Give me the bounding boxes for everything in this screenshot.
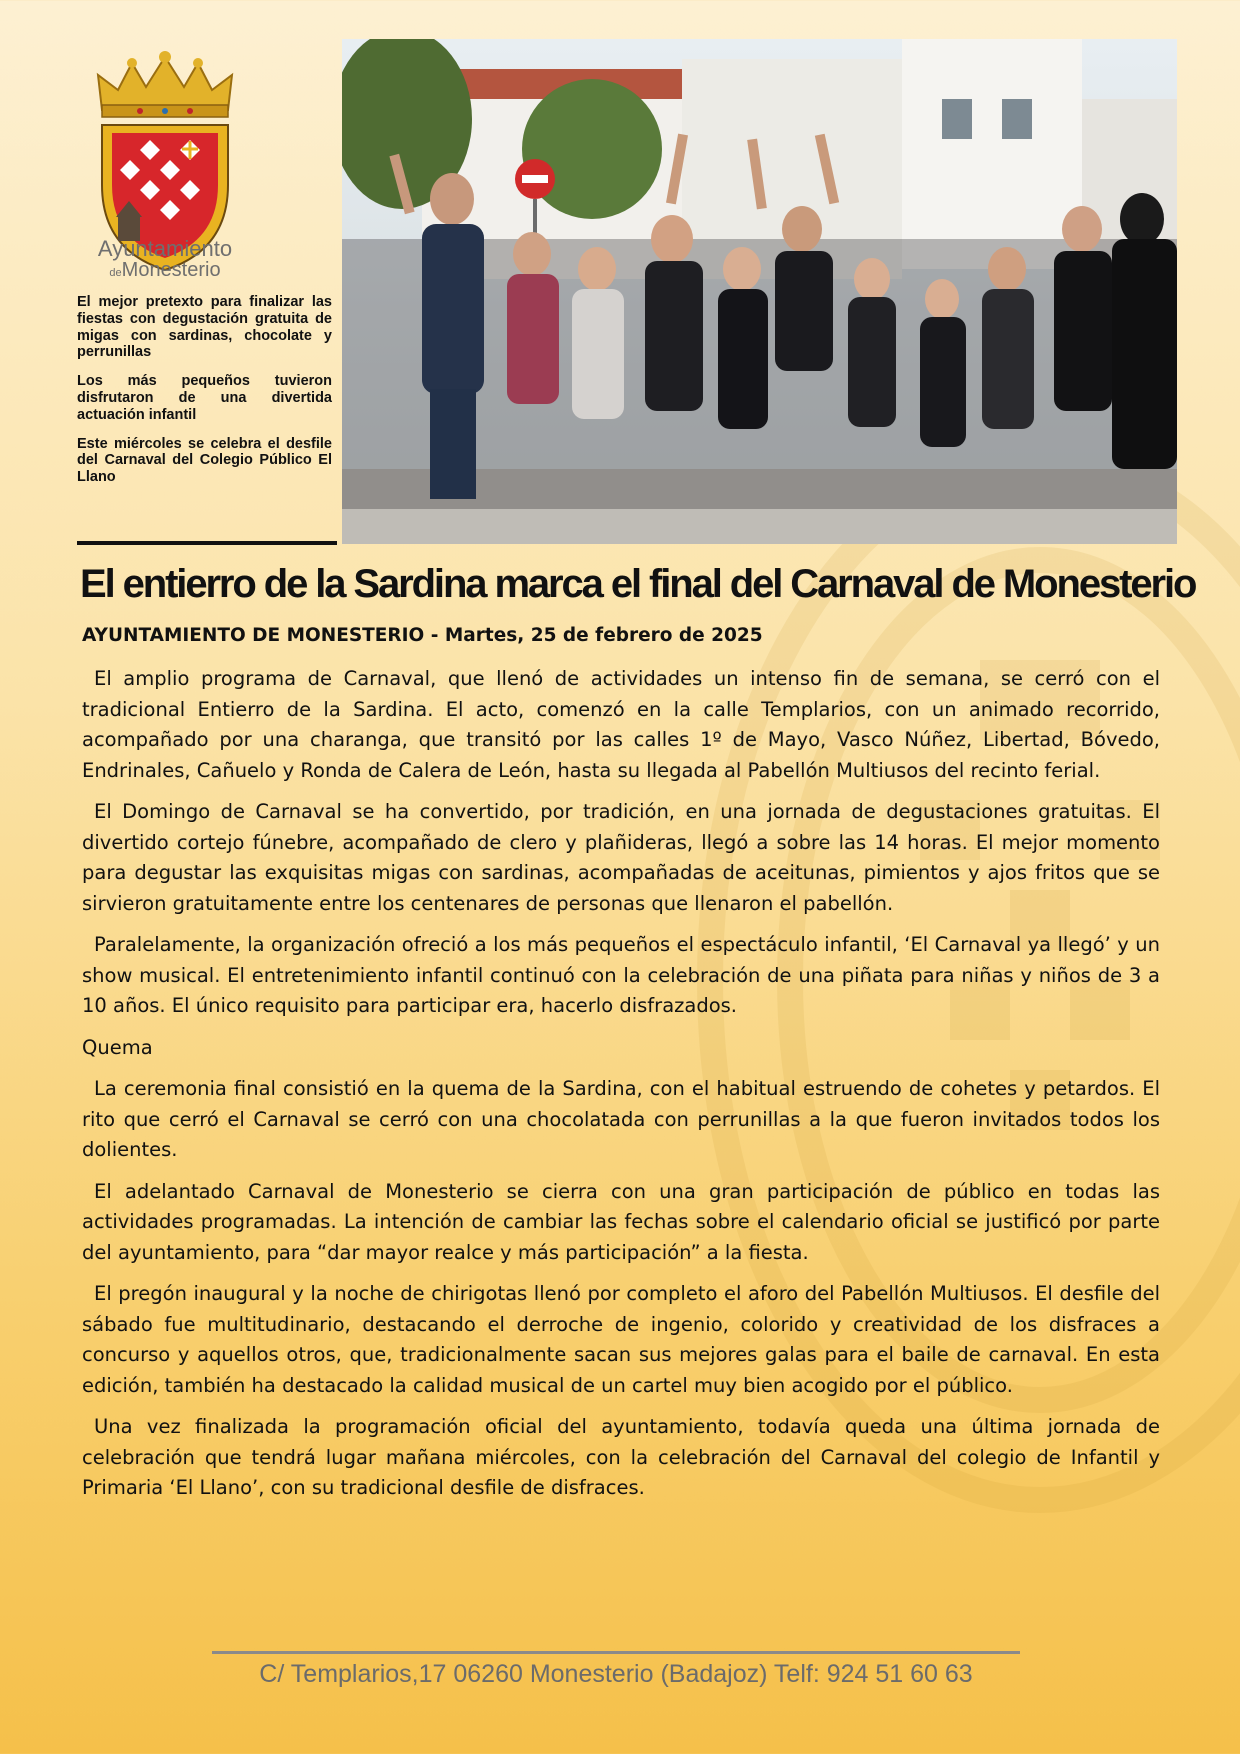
body-paragraph: Paralelamente, la organización ofreció a los más pequeños el espectáculo infantil, ‘El Carnaval ya llegó’ y un show musical. El entretenimiento infantil continuó con la celebración de una piñata para niñas y niños de 3 a 10 años. El único requisito para participar era, hacerlo disfrazados. (82, 933, 1160, 1017)
crown-icon (98, 51, 232, 117)
body-subheading: Quema (82, 1035, 153, 1059)
logo-text (80, 238, 250, 280)
article-headline: El entierro de la Sardina marca el final del Carnaval de Monesterio (80, 562, 1196, 606)
logo-line-2-prefix: de (109, 267, 122, 279)
body-paragraph: El amplio programa de Carnaval, que llenó de actividades un intenso fin de semana, se cerró con el tradicional Entierro de la Sardina. El acto, comenzó en la calle Templarios, con un animado recorrido, acompañado por una charanga, que transitó por las calles 1º de Mayo, Vasco Núñez, Libertad, Bóvedo, Endrinales, Cañuelo y Ronda de Calera de León, hasta su llegada al Pabellón Multiusos del recinto ferial. (82, 667, 1160, 782)
body-paragraph: Una vez finalizada la programación oficial del ayuntamiento, todavía queda una última jornada de celebración que tendrá lugar mañana miércoles, con la celebración del Carnaval del colegio de Infantil y Primaria ‘El Llano’, con su tradicional desfile de disfraces. (82, 1415, 1160, 1499)
article-body (82, 664, 1160, 1515)
logo-line-1: Ayuntamiento (97, 236, 233, 261)
logo-line-2 (80, 260, 250, 280)
logo-line-2-name: Monesterio (121, 259, 221, 281)
body-paragraph: El adelantado Carnaval de Monesterio se cierra con una gran participación de público en todas las actividades programadas. La intención de cambiar las fechas sobre el calendario oficial se justificó por parte del ayuntamiento, para “dar mayor realce y más participación” a la fiesta. (82, 1179, 1160, 1264)
highlight-item: Los más pequeños tuvieron disfrutaron de una divertida actuación infantil (77, 373, 332, 423)
footer-address: C/ Templarios,17 06260 Monesterio (Badajoz) Telf: 924 51 60 63 (259, 1660, 973, 1688)
highlights-divider (77, 541, 337, 545)
footer-divider (212, 1651, 1020, 1654)
body-paragraph: La ceremonia final consistió en la quema de la Sardina, con el habitual estruendo de cohetes y petardos. El rito que cerró el Carnaval se cerró con una chocolatada con perrunillas a la que fueron invitados todos los dolientes. (82, 1077, 1160, 1161)
body-paragraph: El pregón inaugural y la noche de chirigotas llenó por completo el aforo del Pabellón Multiusos. El desfile del sábado fue multitudinario, destacando el derroche de ingenio, colorido y creatividad de los disfraces a concurso y aquellos otros, que, tradicionalmente sacan sus mejores galas para el baile de carnaval. En esta edición, también ha destacado la calidad musical de un cartel muy bien acogido por el público. (82, 1282, 1160, 1397)
highlights-sidebar (77, 294, 332, 498)
highlight-item: El mejor pretexto para finalizar las fiestas con degustación gratuita de migas con sardinas, chocolate y perrunillas (77, 294, 332, 361)
carnival-parade-photo (342, 39, 1177, 544)
body-paragraph: El Domingo de Carnaval se ha convertido, por tradición, en una jornada de degustaciones gratuitas. El divertido cortejo fúnebre, acompañado de clero y plañideras, llegó a sobre las 14 horas. El mejor momento para degustar las exquisitas migas con sardinas, acompañadas de aceitunas, pimientos y ajos fritos que se sirvieron gratuitamente entre los centenares de personas que llenaron el pabellón. (82, 800, 1160, 915)
highlight-item: Este miércoles se celebra el desfile del Carnaval del Colegio Público El Llano (77, 435, 332, 486)
article-byline: AYUNTAMIENTO DE MONESTERIO - Martes, 25 de febrero de 2025 (82, 625, 763, 646)
